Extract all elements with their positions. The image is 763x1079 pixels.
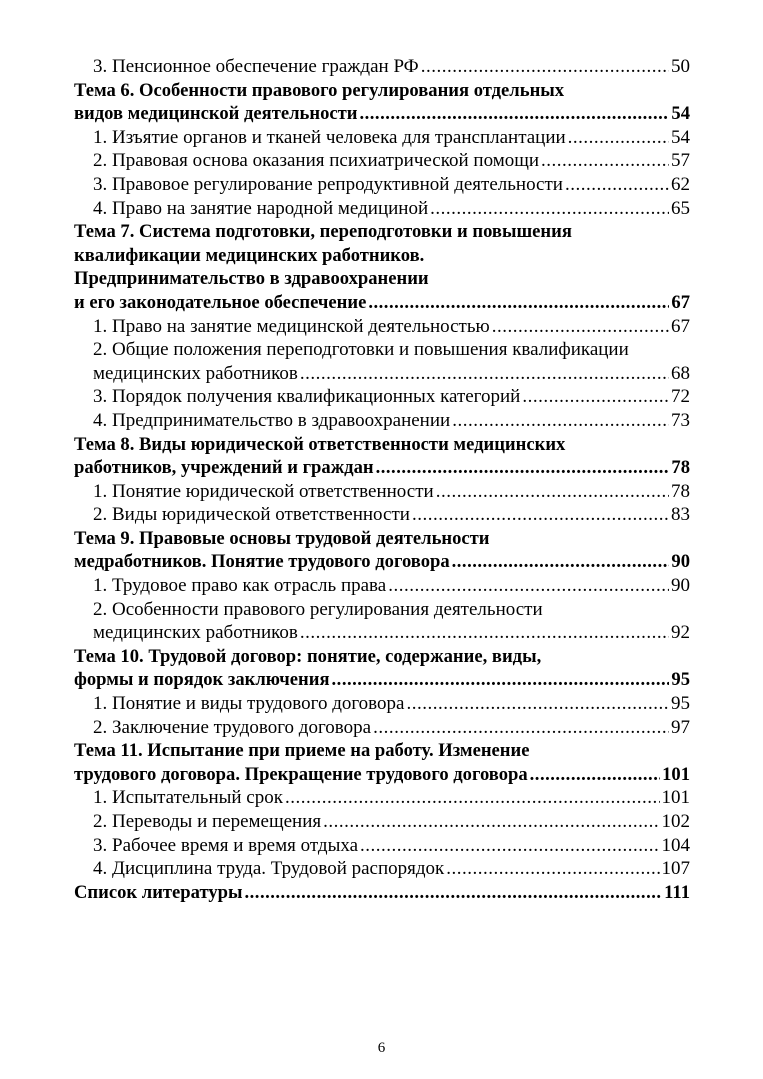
toc-entry-text: 3. Правовое регулирование репродуктивной деятельности — [93, 173, 563, 195]
toc-page-number: 50 — [671, 56, 690, 77]
toc-subsection-line — [74, 834, 690, 858]
toc-entry-text: Тема 9. Правовые основы трудовой деятельности — [74, 527, 490, 549]
toc-entry-text: Предпринимательство в здравоохранении — [74, 268, 429, 290]
dot-leader — [446, 857, 659, 881]
dot-leader — [421, 55, 669, 79]
toc-subsection-line — [74, 621, 690, 645]
toc-subsection-line — [74, 574, 690, 598]
toc-entry-text: 3. Пенсионное обеспечение граждан РФ — [93, 56, 419, 77]
toc-entry-text: 1. Изъятие органов и тканей человека для трансплантации — [93, 126, 566, 148]
toc-entry-text: 2. Особенности правового регулирования деятельности — [93, 598, 543, 620]
dot-leader — [359, 102, 669, 126]
toc-entry-text: формы и порядок заключения — [74, 669, 330, 691]
toc-subsection-line — [74, 362, 690, 386]
toc-entry-text: 4. Предпринимательство в здравоохранении — [93, 409, 451, 431]
toc-entry-text: 3. Порядок получения квалификационных категорий — [93, 386, 521, 408]
toc-entry-text: медицинских работников — [93, 362, 298, 384]
dot-leader — [412, 503, 669, 527]
toc-page-number: 92 — [671, 622, 690, 644]
toc-entry-text: Список литературы — [74, 881, 243, 903]
toc-entry-text: Тема 7. Система подготовки, переподготовки и повышения — [74, 221, 572, 243]
toc-entry-text: 1. Трудовое право как отрасль права — [93, 575, 387, 597]
toc-page-number: 90 — [671, 551, 690, 573]
dot-leader — [245, 881, 663, 905]
dot-leader — [388, 574, 669, 598]
dot-leader — [285, 786, 660, 810]
dot-leader — [323, 810, 659, 834]
dot-leader — [300, 621, 669, 645]
dot-leader — [530, 763, 660, 787]
toc-subsection-line — [74, 598, 690, 622]
toc-entry-text: 2. Общие положения переподготовки и повышения квалификации — [93, 339, 629, 361]
toc-subsection-line — [74, 173, 690, 197]
toc-entry-text: Тема 10. Трудовой договор: понятие, содержание, виды, — [74, 645, 542, 667]
toc-page-number: 68 — [671, 362, 690, 384]
toc-section-line — [74, 527, 690, 551]
toc-entry-text: 2. Виды юридической ответственности — [93, 504, 410, 526]
toc-subsection-line — [74, 126, 690, 150]
toc-entry-text: 2. Заключение трудового договора — [93, 716, 372, 738]
toc-page-number: 54 — [671, 103, 690, 125]
toc-entry-text: 3. Рабочее время и время отдыха — [93, 834, 359, 856]
dot-leader — [406, 692, 669, 716]
toc-page-number: 101 — [661, 787, 690, 809]
toc-entry-text: 1. Понятие юридической ответственности — [93, 480, 434, 502]
toc-entry-text: 2. Переводы и перемещения — [93, 811, 322, 832]
page-number: 6 — [377, 1040, 386, 1056]
toc-entry-text: 4. Право на занятие народной медициной — [93, 197, 429, 219]
dot-leader — [541, 149, 669, 173]
toc-subsection-line — [74, 857, 690, 881]
dot-leader — [430, 197, 669, 221]
toc-subsection-line — [74, 385, 690, 409]
dot-leader — [452, 550, 670, 574]
dot-leader — [376, 456, 670, 480]
toc-subsection-line — [74, 149, 690, 173]
table-of-contents — [74, 55, 690, 904]
dot-leader — [568, 126, 669, 150]
toc-subsection-line — [74, 480, 690, 504]
toc-section-line — [74, 291, 690, 315]
toc-entry-text: 1. Испытательный срок — [93, 787, 283, 809]
toc-entry-text: медицинских работников — [93, 622, 298, 644]
toc-page-number: 72 — [671, 386, 690, 408]
toc-subsection-line — [74, 197, 690, 221]
toc-subsection-line — [74, 503, 690, 527]
toc-entry-text: 4. Дисциплина труда. Трудовой распорядок — [93, 858, 445, 880]
toc-section-line — [74, 456, 690, 480]
toc-entry-text: медработников. Понятие трудового договора — [74, 551, 450, 573]
toc-entry-text: квалификации медицинских работников. — [74, 244, 425, 266]
toc-page-number: 83 — [671, 504, 690, 526]
toc-section-line — [74, 763, 690, 787]
toc-section-line — [74, 881, 690, 905]
toc-entry-text: 2. Правовая основа оказания психиатрической помощи — [93, 150, 540, 172]
toc-page-number: 101 — [662, 763, 690, 785]
toc-page-number: 104 — [661, 834, 690, 856]
toc-page-number: 111 — [664, 881, 690, 903]
toc-entry-text: Тема 11. Испытание при приеме на работу. Изменение — [74, 740, 530, 762]
toc-section-line — [74, 102, 690, 126]
toc-page-number: 65 — [671, 197, 690, 219]
dot-leader — [452, 409, 669, 433]
toc-section-line — [74, 433, 690, 457]
toc-page-number: 102 — [661, 811, 690, 832]
toc-entry-text: видов медицинской деятельности — [74, 103, 358, 125]
toc-entry-text: Тема 8. Виды юридической ответственности медицинских — [74, 433, 566, 455]
toc-subsection-line — [74, 810, 690, 834]
toc-page-number: 97 — [671, 716, 690, 738]
toc-page-number: 90 — [671, 575, 690, 597]
dot-leader — [368, 291, 669, 315]
toc-page-number: 54 — [671, 126, 690, 148]
toc-section-line — [74, 668, 690, 692]
toc-page-number: 78 — [671, 457, 690, 479]
toc-page-number: 107 — [661, 858, 690, 880]
dot-leader — [492, 315, 669, 339]
toc-entry-text: 1. Понятие и виды трудового договора — [93, 693, 405, 715]
toc-entry-text: трудового договора. Прекращение трудового договора — [74, 763, 528, 785]
toc-page-number: 67 — [671, 315, 690, 337]
toc-page-number: 78 — [671, 480, 690, 502]
toc-section-line — [74, 220, 690, 244]
toc-section-line — [74, 645, 690, 669]
toc-page-number: 57 — [671, 150, 690, 172]
toc-entry-text: Тема 6. Особенности правового регулирования отдельных — [74, 79, 565, 101]
toc-page-number: 95 — [671, 693, 690, 715]
dot-leader — [332, 668, 670, 692]
dot-leader — [373, 716, 669, 740]
toc-subsection-line — [74, 338, 690, 362]
toc-entry-text: 1. Право на занятие медицинской деятельностью — [93, 315, 490, 337]
toc-subsection-line — [74, 786, 690, 810]
dot-leader — [300, 362, 669, 386]
dot-leader — [565, 173, 669, 197]
toc-subsection-line — [74, 409, 690, 433]
toc-subsection-line — [74, 692, 690, 716]
toc-subsection-line — [74, 716, 690, 740]
toc-page-number: 67 — [671, 291, 690, 313]
toc-section-line — [74, 550, 690, 574]
dot-leader — [360, 834, 659, 858]
dot-leader — [522, 385, 669, 409]
toc-entry-text: работников, учреждений и граждан — [74, 457, 374, 479]
toc-page-number: 73 — [671, 409, 690, 431]
toc-section-line — [74, 267, 690, 291]
toc-entry-text: и его законодательное обеспечение — [74, 291, 367, 313]
toc-page-number: 95 — [671, 669, 690, 691]
toc-subsection-line — [74, 55, 690, 79]
toc-subsection-line — [74, 315, 690, 339]
dot-leader — [436, 480, 669, 504]
toc-page-number: 62 — [671, 173, 690, 195]
toc-section-line — [74, 244, 690, 268]
toc-section-line — [74, 739, 690, 763]
toc-section-line — [74, 79, 690, 103]
